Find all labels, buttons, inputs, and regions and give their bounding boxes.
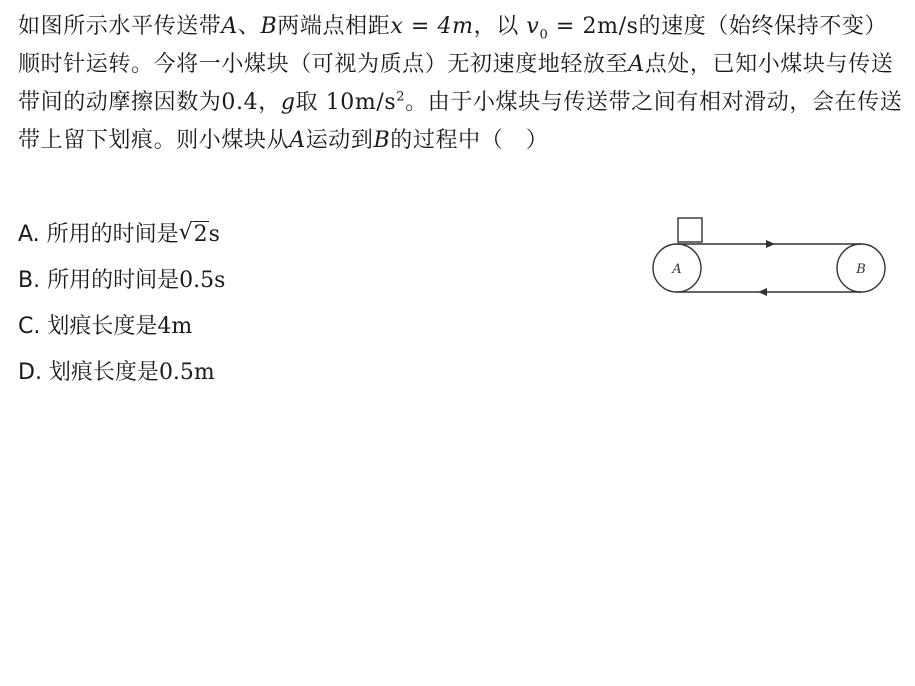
point-a-label: A xyxy=(628,52,645,77)
pulley-a-label: A xyxy=(672,262,682,277)
arrow-right-icon xyxy=(766,240,775,248)
stem-text: 的速度（始终保持不变）顺时针运转。今将一小煤块（可视为质点）无初速度地轻放至 xyxy=(18,14,888,77)
stem-text: 点处，已知小煤块与传送带间的动摩擦因数为 xyxy=(18,52,894,115)
answer-options xyxy=(18,212,225,396)
question-text xyxy=(18,8,906,160)
pulley-b-label: B xyxy=(856,262,866,277)
option-letter: D. xyxy=(18,360,42,385)
coal-block xyxy=(678,218,702,242)
radical-sign: √ xyxy=(178,220,193,245)
option-b[interactable] xyxy=(18,258,225,304)
gravity-symbol: g xyxy=(280,90,296,115)
option-text: 所用的时间是 xyxy=(39,222,179,247)
velocity-subscript: 0 xyxy=(539,27,549,43)
option-value: 0.5s xyxy=(179,268,226,293)
option-text: 划痕长度是 xyxy=(40,314,158,339)
option-text: 划痕长度是 xyxy=(41,360,159,385)
velocity-symbol: v xyxy=(526,14,540,39)
gravity-value: 10m/s xyxy=(325,90,397,115)
gravity-exponent: 2 xyxy=(396,89,406,105)
option-letter: B. xyxy=(18,268,41,293)
sqrt-expression xyxy=(179,212,209,258)
point-b-label: B xyxy=(373,128,391,153)
stem-text: ，以 xyxy=(473,14,527,39)
option-letter: C. xyxy=(18,314,41,339)
option-unit: s xyxy=(208,222,220,247)
option-value: 4m xyxy=(157,314,193,339)
radicand: 2 xyxy=(193,222,208,247)
distance-equation: x = 4m xyxy=(390,14,474,39)
option-letter: A. xyxy=(18,222,40,247)
arrow-left-icon xyxy=(758,288,767,296)
option-a[interactable] xyxy=(18,212,225,258)
stem-text: 取 xyxy=(295,90,326,115)
friction-coefficient: 0.4 xyxy=(221,90,259,115)
point-a-label: A xyxy=(289,128,306,153)
option-c[interactable] xyxy=(18,304,225,350)
stem-text: 如图所示水平传送带 xyxy=(18,14,222,39)
point-b-label: B xyxy=(260,14,278,39)
velocity-value: = 2m/s xyxy=(548,14,639,39)
stem-text: ， xyxy=(258,90,281,115)
option-text: 所用的时间是 xyxy=(40,268,180,293)
stem-text: 两端点相距 xyxy=(277,14,391,39)
stem-text: 。由于小煤块与传送带之间有相对滑动，会在传送带上留下划痕。则小煤块从 xyxy=(18,90,903,153)
point-a-label: A xyxy=(221,14,238,39)
question-stem xyxy=(18,8,906,160)
option-value: 0.5m xyxy=(158,360,215,385)
option-d[interactable] xyxy=(18,350,225,396)
stem-text: 、 xyxy=(237,14,261,39)
stem-text: 运动到 xyxy=(305,128,374,153)
conveyor-belt-diagram xyxy=(650,216,890,298)
stem-text: 的过程中（ ） xyxy=(390,128,549,153)
